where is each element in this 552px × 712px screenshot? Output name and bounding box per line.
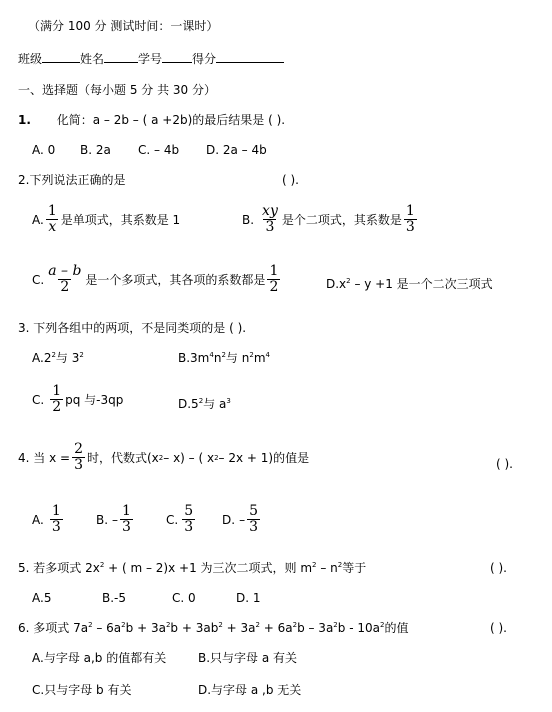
q2-option-d-post: – y +1 是一个二次三项式 xyxy=(350,277,493,291)
question-3-text: 3. 下列各组中的两项，不是同类项的是 ( ). xyxy=(18,321,247,335)
exponent: 2 xyxy=(221,351,226,359)
exponent: 2 xyxy=(198,397,204,405)
q2-option-d[interactable] xyxy=(326,276,493,292)
exponent: 2 xyxy=(218,621,223,629)
id-label: 学号 xyxy=(138,52,163,66)
q4-option-d-fraction xyxy=(247,504,260,535)
exponent: 2 xyxy=(249,351,254,359)
q3-a-base: A.2 xyxy=(32,351,52,365)
frac-den: 3 xyxy=(249,519,258,535)
frac-num: 1 xyxy=(405,203,415,219)
question-2-text: 2.下列说法正确的是 xyxy=(18,173,126,187)
question-1-text: 化简：a – 2b – ( a +2b)的最后结果是 ( ). xyxy=(56,113,286,127)
q1-option-d[interactable]: D. 2a – 4b xyxy=(206,143,267,157)
q5-option-d[interactable]: D. 1 xyxy=(236,591,261,605)
q5-d: 等于 xyxy=(342,561,367,575)
q3-c-label: C. xyxy=(32,392,45,407)
question-6 xyxy=(18,620,408,636)
q2-option-d-pre: D.x xyxy=(326,277,347,291)
q2-option-a-fraction xyxy=(46,204,59,235)
frac-num: 5 xyxy=(249,503,258,519)
frac-den: 3 xyxy=(405,219,415,235)
q6-t6: + 6a xyxy=(259,621,293,635)
q3-b-end: m xyxy=(253,351,266,365)
exponent: 2 xyxy=(333,621,338,629)
q2-option-c-label: C. xyxy=(32,272,45,287)
q1-option-a[interactable]: A. 0 xyxy=(32,143,56,157)
q5-b: + ( m – 2)x +1 为三次二项式，则 m xyxy=(104,561,313,575)
frac-den: 2 xyxy=(52,399,62,415)
q2-option-c[interactable] xyxy=(32,264,282,295)
q5-c: – n xyxy=(316,561,338,575)
exponent: 2 xyxy=(88,621,93,629)
q4-pre: 4. 当 x = xyxy=(18,451,71,465)
q4-option-b[interactable] xyxy=(96,504,135,535)
q6-t8: b - 10a xyxy=(337,621,380,635)
q4-option-c-fraction xyxy=(182,504,195,535)
frac-den: 2 xyxy=(269,279,279,295)
q2-option-b[interactable] xyxy=(242,204,419,235)
q6-option-c[interactable]: C.只与字母 b 有关 xyxy=(32,683,132,697)
class-blank[interactable] xyxy=(42,50,80,63)
question-5-paren: ( ). xyxy=(490,561,507,575)
q5-option-c[interactable]: C. 0 xyxy=(172,591,196,605)
exponent: 2 xyxy=(99,561,105,569)
q5-option-a[interactable]: A.5 xyxy=(32,591,52,605)
q6-t1: 6. 多项式 7a xyxy=(18,621,89,635)
q2-option-c-fraction-2 xyxy=(267,264,280,295)
q4-fraction xyxy=(72,442,85,473)
q1-option-b[interactable]: B. 2a xyxy=(80,143,111,157)
q3-c-text: pq 与-3qp xyxy=(65,393,124,407)
q6-t2: – 6a xyxy=(92,621,122,635)
exponent: 2 xyxy=(292,621,298,629)
frac-den: 3 xyxy=(74,457,83,473)
exponent: 2 xyxy=(379,621,385,629)
exponent: 2 xyxy=(255,621,260,629)
q3-b-base: B.3m xyxy=(178,351,210,365)
score-label: 得分 xyxy=(192,52,217,66)
frac-den: x xyxy=(48,219,57,235)
exponent: 2 xyxy=(121,621,126,629)
q4-d-label: D. xyxy=(222,512,236,527)
q2-option-b-fraction-2 xyxy=(404,204,417,235)
q3-option-c[interactable] xyxy=(32,384,123,415)
q4-c-label: C. xyxy=(166,512,179,527)
exponent: 2 xyxy=(51,351,56,359)
frac-num: 1 xyxy=(122,503,131,519)
q4-option-b-fraction xyxy=(120,504,133,535)
q3-option-b[interactable] xyxy=(178,350,270,366)
q2-option-a-label: A. xyxy=(32,212,44,227)
q2-option-b-text: 是个二项式，其系数是 xyxy=(281,213,402,227)
q4-b-sign: – xyxy=(112,512,119,527)
q4-option-c[interactable] xyxy=(166,504,197,535)
q2-option-c-fraction xyxy=(46,264,83,295)
frac-num: 5 xyxy=(184,503,194,519)
q2-option-b-label: B. xyxy=(242,212,255,227)
question-2-paren: ( ). xyxy=(282,173,299,187)
exponent: 4 xyxy=(265,351,270,359)
q6-t3: b + 3a xyxy=(125,621,166,635)
q6-option-d[interactable]: D.与字母 a ,b 无关 xyxy=(198,683,302,697)
q6-t7: b – 3a xyxy=(297,621,334,635)
exponent: 2 xyxy=(312,561,317,569)
question-6-paren: ( ). xyxy=(490,621,507,635)
q4-option-d[interactable] xyxy=(222,504,262,535)
q3-option-a[interactable] xyxy=(32,350,84,366)
q6-t9: 的值 xyxy=(384,621,409,635)
q3-a-mid: 与 3 xyxy=(55,351,80,365)
q4-d-sign: – xyxy=(239,512,246,527)
q2-option-a-text: 是单项式，其系数是 1 xyxy=(60,213,181,227)
frac-num: 1 xyxy=(52,383,62,399)
frac-num: a – b xyxy=(48,263,82,279)
q4-b-label: B. xyxy=(96,512,109,527)
name-label: 姓名 xyxy=(80,52,105,66)
frac-den: 3 xyxy=(51,519,61,535)
exponent: 3 xyxy=(226,397,231,405)
frac-num: 1 xyxy=(47,203,57,219)
q5-a: 5. 若多项式 2x xyxy=(18,561,100,575)
q6-option-a[interactable]: A.与字母 a,b 的值都有关 xyxy=(32,651,167,665)
q6-t5: + 3a xyxy=(222,621,256,635)
q3-d-base: D.5 xyxy=(178,397,199,411)
q3-option-d[interactable] xyxy=(178,396,231,412)
question-4-paren: ( ). xyxy=(496,457,513,471)
q6-option-b[interactable]: B.只与字母 a 有关 xyxy=(198,651,298,665)
section-title: 一、选择题（每小题 5 分 共 30 分） xyxy=(18,83,216,97)
q6-t4: b + 3ab xyxy=(170,621,219,635)
class-label: 班级 xyxy=(18,52,43,66)
q3-d-mid: 与 a xyxy=(203,397,227,411)
question-4: 4. 当 x = $\frac{2}{3}$ 时，代数式(x 2 – x) – ( x 2 – 2x + 1)的值是 xyxy=(18,441,310,473)
frac-den: 2 xyxy=(60,279,70,295)
frac-den: 3 xyxy=(122,519,131,535)
student-info-row xyxy=(18,50,284,67)
q3-b-mid: n xyxy=(213,351,222,365)
q4-post-b: – x) – ( x xyxy=(163,450,215,465)
exponent: 2 xyxy=(346,277,351,285)
q2-option-c-text: 是一个多项式，其各项的系数都是 xyxy=(85,273,266,287)
frac-num: xy xyxy=(262,203,278,219)
q3-option-c-fraction xyxy=(50,384,63,415)
q2-option-a[interactable] xyxy=(32,204,180,235)
q5-option-b[interactable]: B.-5 xyxy=(102,591,127,605)
q4-a-label: A. xyxy=(32,512,44,527)
frac-den: 3 xyxy=(265,219,275,235)
q2-option-b-fraction xyxy=(260,204,280,235)
exponent: 2 xyxy=(79,351,84,359)
q1-option-c[interactable]: C. – 4b xyxy=(138,143,180,157)
exponent: 4 xyxy=(209,351,214,359)
name-blank[interactable] xyxy=(104,50,138,63)
frac-num: 1 xyxy=(269,263,279,279)
question-1 xyxy=(18,112,285,128)
q4-post-c: – 2x + 1)的值是 xyxy=(218,451,310,465)
score-time-note: （满分 100 分 测试时间：一课时） xyxy=(28,19,219,33)
q3-b-and: 与 n xyxy=(225,351,250,365)
q4-option-a-fraction xyxy=(50,504,63,535)
id-blank[interactable] xyxy=(162,50,192,63)
q4-post-a: 时，代数式(x xyxy=(86,451,159,465)
frac-num: 2 xyxy=(74,441,83,457)
question-5 xyxy=(18,560,366,576)
exponent: 2 xyxy=(337,561,343,569)
question-1-number: 1. xyxy=(18,113,31,127)
frac-num: 1 xyxy=(51,503,61,519)
score-blank[interactable] xyxy=(216,50,284,63)
exponent: 2 xyxy=(165,621,171,629)
q4-option-a[interactable] xyxy=(32,504,65,535)
frac-den: 3 xyxy=(184,519,194,535)
